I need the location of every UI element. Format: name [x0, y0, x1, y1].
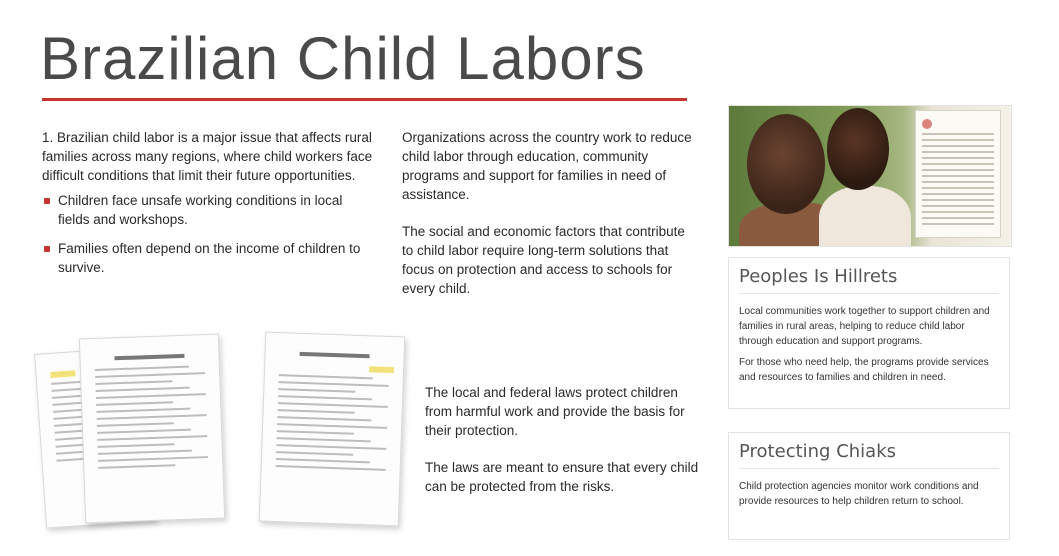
bullet-text: Children face unsafe working conditions in local fields and workshops.: [58, 193, 343, 227]
title-underline: [42, 98, 687, 101]
children-photo: [728, 105, 1012, 247]
document-sheet: [79, 334, 225, 524]
document-sheet: [259, 332, 406, 527]
bullet-item: [42, 191, 377, 229]
bullet-icon: [44, 198, 50, 204]
card-text: Child protection agencies monitor work conditions and provide resources to help children return to school.: [739, 481, 979, 507]
bullet-list: [42, 191, 377, 277]
child-face: [747, 114, 825, 214]
paragraph: The social and economic factors that contribute to child labor require long-term solutions that focus on protection and access to schools for every child.: [402, 224, 685, 296]
card-heading: Peoples Is Hillrets: [739, 266, 999, 294]
intro-paragraph: 1. Brazilian child labor is a major issue that affects rural families across many regions, where child workers face difficult conditions that limit their future opportunities.: [42, 130, 373, 183]
child-face: [827, 108, 889, 190]
info-card: [728, 257, 1010, 409]
card-text: Local communities work together to support children and families in rural areas, helping to reduce child labor through education and support programs.: [739, 306, 990, 347]
paragraph: The laws are meant to ensure that every child can be protected from the risks.: [425, 460, 699, 494]
lower-text-column: [425, 383, 700, 514]
middle-text-column: [402, 128, 697, 316]
card-heading: Protecting Chiaks: [739, 441, 999, 469]
paragraph: Organizations across the country work to reduce child labor through education, community programs and support for families in need of assistance.: [402, 130, 692, 202]
bullet-text: Families often depend on the income of children to survive.: [58, 241, 361, 275]
bullet-icon: [44, 246, 50, 252]
bullet-item: [42, 239, 377, 277]
left-text-column: [42, 128, 377, 287]
card-text: For those who need help, the programs provide services and resources to families and children in need.: [739, 357, 989, 383]
page-title: Brazilian Child Labors: [40, 25, 646, 92]
paragraph: The local and federal laws protect children from harmful work and provide the basis for their protection.: [425, 385, 685, 438]
info-card: [728, 432, 1010, 540]
certificate-document: [915, 110, 1001, 238]
document-thumbnails: [40, 330, 420, 540]
